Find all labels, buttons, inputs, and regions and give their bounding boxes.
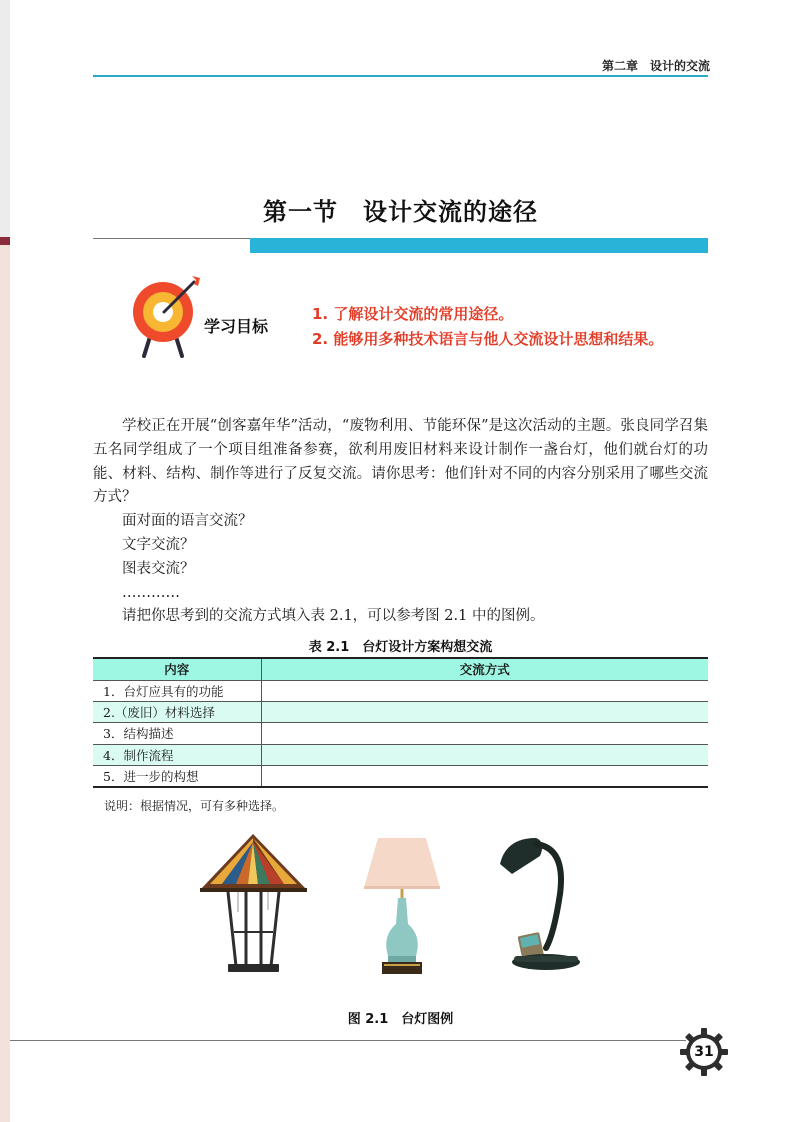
objectives-label: 学习目标	[204, 317, 269, 336]
intro-paragraph: 学校正在开展“创客嘉年华”活动，“废物利用、节能环保”是这次活动的主题。张良同学召集五名同学组成了一个项目组准备参赛，欲利用废旧材料来设计制作一盏台灯，他们就台灯的功能、材料、结构、制作等进行了反复交流。请你思考：他们针对不同的内容分别采用了哪些交流方式？	[93, 418, 708, 506]
table-cell-content: 1．台灯应具有的功能	[93, 680, 261, 701]
objective-item: 2. 能够用多种技术语言与他人交流设计思想和结果。	[312, 330, 664, 348]
option-line: 面对面的语言交流？	[122, 513, 253, 530]
instruction-line: 请把你思考到的交流方式填入表 2.1，可以参考图 2.1 中的图例。	[122, 608, 545, 625]
target-icon	[126, 272, 206, 358]
objective-item: 1. 了解设计交流的常用途径。	[312, 305, 514, 323]
body-text	[93, 415, 708, 629]
objectives-list	[312, 302, 663, 352]
table-row	[93, 723, 708, 744]
table-row	[93, 744, 708, 765]
table-cell-content: 3．结构描述	[93, 723, 261, 744]
ceramic-table-lamp-image	[362, 832, 442, 980]
table-row	[93, 766, 708, 787]
table-cell-method[interactable]	[261, 723, 708, 744]
table-cell-method[interactable]	[261, 766, 708, 787]
left-margin-marker	[0, 237, 10, 245]
page-number: 31	[694, 1044, 714, 1060]
left-margin-strip	[0, 0, 10, 240]
table-cell-content: 5．进一步的构想	[93, 766, 261, 787]
table-cell-method[interactable]	[261, 744, 708, 765]
table-note: 说明：根据情况，可有多种选择。	[104, 799, 285, 813]
table-header-cell: 内容	[93, 658, 261, 680]
table-cell-method[interactable]	[261, 701, 708, 722]
table-row	[93, 701, 708, 722]
running-header: 第二章 设计的交流	[601, 59, 710, 73]
title-accent-bar	[250, 238, 708, 253]
figure-caption: 图 2.1 台灯图例	[347, 1012, 454, 1027]
table-header-cell: 交流方式	[261, 658, 708, 680]
header-rule	[93, 75, 708, 77]
table-caption: 表 2.1 台灯设计方案构想交流	[308, 640, 493, 655]
section-title: 第一节 设计交流的途径	[263, 198, 538, 226]
table-cell-content: 4．制作流程	[93, 744, 261, 765]
option-line: …………	[122, 584, 180, 601]
left-margin-tint	[0, 245, 10, 1122]
footer-rule	[10, 1040, 686, 1041]
desk-lamp-image	[496, 830, 588, 976]
table-cell-content: 2.（废旧）材料选择	[93, 701, 261, 722]
option-line: 图表交流？	[122, 560, 195, 577]
table-header-row	[93, 658, 708, 680]
design-plan-table	[93, 657, 708, 788]
table-row	[93, 680, 708, 701]
table-cell-method[interactable]	[261, 680, 708, 701]
option-line: 文字交流？	[122, 536, 195, 553]
tiffany-lamp-image	[196, 832, 311, 978]
